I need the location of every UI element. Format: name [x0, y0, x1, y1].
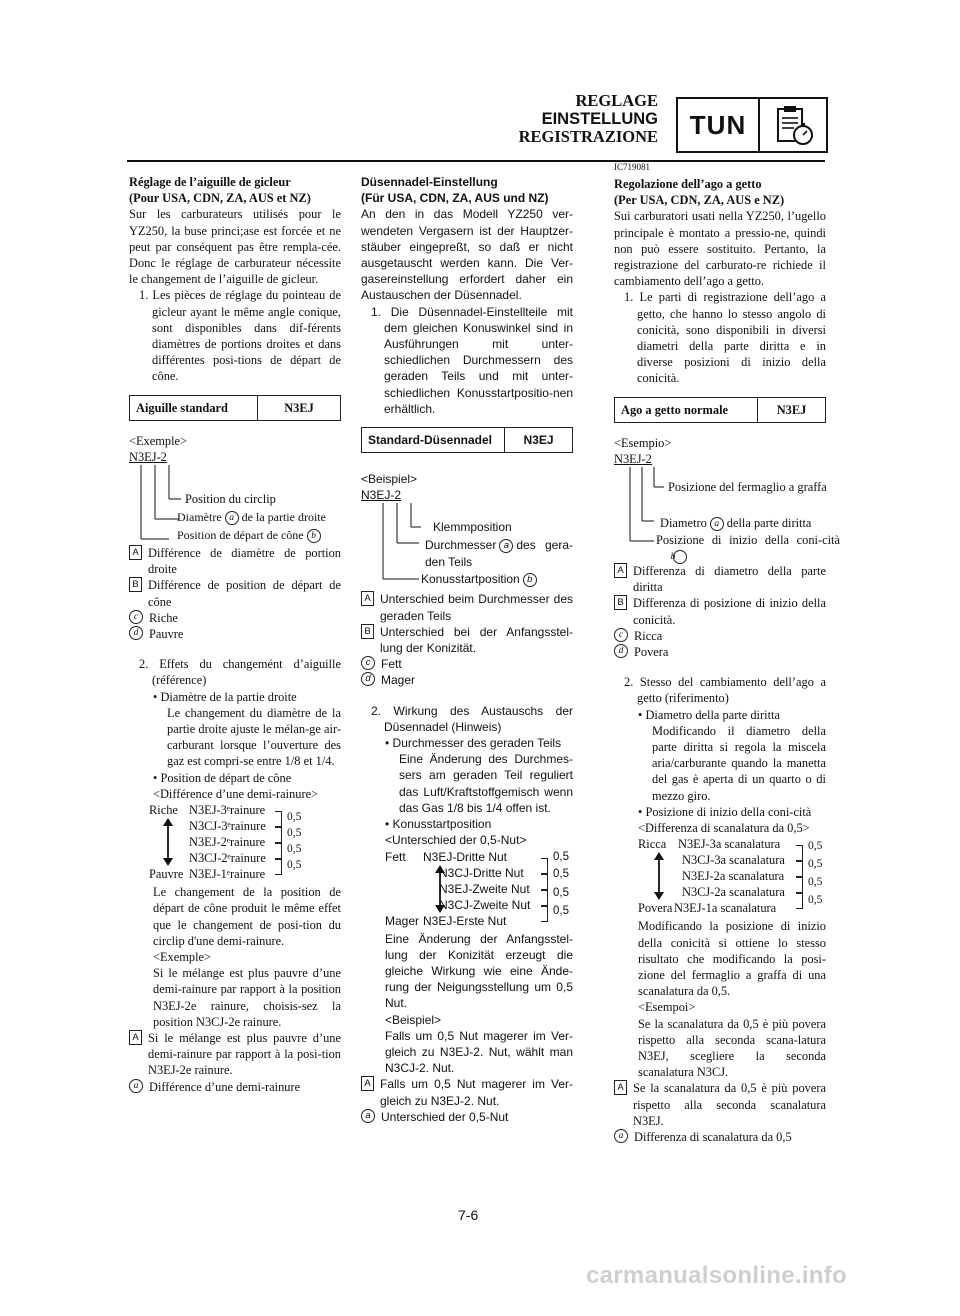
marker-a: a — [225, 511, 239, 525]
de-heading: Düsennadel-Einstellung — [361, 175, 498, 189]
fr-item2: 2. Effets du changemént d’aiguille (référence) — [139, 657, 341, 688]
fr-bullet2-text: Le changement de la position de départ de cône produit le même effet que le changement de posi-tion du circlip d'une demi-rainure. — [153, 885, 341, 948]
it-bullet1: • Diametro della parte diritta — [638, 707, 780, 722]
fr-key-a2: a Différence d’une demi-rainure — [129, 1079, 341, 1095]
marker-a: a — [499, 539, 513, 553]
de-spec-table — [361, 427, 573, 453]
de-step: N3EJ-Zweite Nut — [439, 881, 530, 896]
title-de: EINSTELLUNG — [541, 110, 658, 128]
it-item1: 1. Le parti di registrazione dell’ago a getto, che hanno lo stesso angolo di conicità, sono disponibili in diversi diametri della parte diritta e in diverse posizioni di inizio della conicità. — [624, 290, 826, 386]
fr-step-list — [149, 802, 341, 884]
it-subheading: (Per USA, CDN, ZA, AUS e NZ) — [614, 193, 785, 208]
de-val: 0,5 — [553, 886, 569, 899]
marker-b: b — [673, 550, 687, 564]
it-example-text: Se la scanalatura da 0,5 è più povera rispetto alla seconda scana-latura N3EJ, scegliere la seconda scanalatura N3CJ. — [638, 1016, 826, 1080]
it-heading: Regolazione dell’ago a getto — [614, 177, 762, 191]
fr-step: N3CJ-3ᵉrainure — [189, 819, 266, 834]
fr-arrow — [163, 818, 173, 866]
fr-key-A: A Différence de diamètre de portion droite — [129, 545, 341, 577]
fr-needle-diagram — [129, 449, 341, 545]
de-step: N3CJ-Zweite Nut — [439, 897, 531, 912]
it-key-d: d Povera — [614, 644, 826, 660]
page-number: 7-6 — [458, 1207, 479, 1223]
it-intro: Sui carburatori usati nella YZ250, l’ugello principale è montato a pressio-ne, quindi non può essere sostituito. Pertanto, la registrazione del carburato-re richiede il cambiamento dell’ago a getto. — [614, 209, 826, 289]
de-needle-diagram — [361, 487, 573, 587]
fr-bracket — [275, 859, 282, 875]
fr-step: N3CJ-2ᵉrainure — [189, 851, 266, 866]
tun-label: TUN — [689, 110, 747, 140]
fr-val: 0,5 — [287, 859, 302, 872]
section-badge — [676, 97, 828, 153]
de-rich: Fett — [385, 849, 406, 864]
column-italian — [614, 176, 840, 1145]
fr-step: N3EJ-2ᵉrainure — [189, 835, 266, 850]
it-reference-code: IC719081 — [614, 162, 650, 172]
it-key-a2: a Differenza di scanalatura da 0,5 — [614, 1129, 826, 1145]
fr-subheading: (Pour USA, CDN, ZA, AUS et NZ) — [129, 191, 311, 206]
it-arrow — [654, 852, 664, 900]
column-french — [129, 174, 341, 1095]
de-bracket — [541, 874, 548, 890]
fr-spec-label: Aiguille standard — [130, 395, 258, 420]
it-key-A2: A Se la scanalatura da 0,5 è più povera rispetto alla seconda scanalatura N3EJ. — [614, 1080, 826, 1129]
de-clamp-label: Klemmposition — [433, 520, 512, 535]
de-spec-value: N3EJ — [505, 428, 573, 453]
de-key-A: A Unterschied beim Durchmesser des geraden Teils — [361, 591, 573, 623]
fr-heading: Réglage de l’aiguille de gicleur — [129, 175, 291, 189]
fr-step: N3EJ-3ᵉrainure — [189, 803, 266, 818]
it-step: N3EJ-2a scanalatura — [682, 869, 785, 884]
de-bracket — [541, 858, 548, 874]
fr-spec-value: N3EJ — [258, 395, 341, 420]
column-german — [361, 174, 573, 1125]
it-spec-label: Ago a getto normale — [615, 397, 758, 422]
de-bullet1-text: Eine Änderung des Durchmes-sers am geraden Teil reguliert das Luft/Kraftstoffgemisch wenn das Gas 1/8 bis 1/4 offen ist. — [399, 752, 573, 815]
it-bullet1-text: Modificando il diametro della parte diritta si regola la miscela aria/carburante quando la manetta del gas è aperta di un quarto o di mezzo giro. — [652, 723, 826, 803]
it-key-c: c Ricca — [614, 628, 826, 644]
fr-key-A2: A Si le mélange est plus pauvre d’une demi-rainure par rapport à la posi-tion N3EJ-2e rainure. — [129, 1030, 341, 1079]
it-spec-table — [614, 397, 826, 423]
de-example-text: Falls um 0,5 Nut magerer im Ver-gleich zu N3EJ-2. Nut, wählt man N3CJ-2. Nut. — [385, 1028, 573, 1076]
fr-val: 0,5 — [287, 811, 302, 824]
fr-circlip-label: Position du circlip — [185, 492, 276, 507]
marker-b: b — [523, 573, 537, 587]
header-rule — [127, 160, 825, 162]
de-bullet1: • Durchmesser des geraden Teils — [385, 736, 562, 751]
it-item2: 2. Stesso del cambiamento dell’ago a getto (riferimento) — [624, 675, 826, 706]
marker-b: b — [307, 529, 321, 543]
de-diameter-label: Durchmesser a des gera-den Teils — [425, 538, 573, 569]
fr-key-d: d Pauvre — [129, 626, 341, 642]
it-bracket — [796, 845, 803, 861]
fr-bracket — [275, 843, 282, 859]
it-step-list — [638, 836, 826, 918]
it-lean: Povera — [638, 901, 673, 916]
it-spec-value: N3EJ — [758, 397, 826, 422]
de-val: 0,5 — [553, 904, 569, 917]
fr-rich: Riche — [149, 803, 178, 818]
de-bullet2-text: Eine Änderung der Anfangsstel-lung der Konizität erzeugt die gleiche Wirkung wie eine Ände-rung der Neigungsstellung um 0,5 Nut. — [385, 931, 573, 1011]
fr-item1: 1. Les pièces de réglage du pointeau de gicleur ayant le même angle conique, sont disponibles dans dif-férents diamètres de portions droites et dans différentes posi-tions de départ de cône. — [139, 288, 341, 384]
it-bracket — [796, 877, 803, 893]
de-lean: Mager — [385, 913, 420, 928]
it-key-A: A Differenza di diametro della parte diritta — [614, 563, 826, 595]
fr-cone-label: Position de départ de cône b — [177, 527, 324, 543]
fr-bullet2: • Position de départ de cône — [153, 770, 292, 785]
it-step: N3CJ-3a scanalatura — [682, 853, 785, 868]
it-example: <Esempio> — [614, 435, 672, 450]
title-it: REGISTRAZIONE — [518, 127, 658, 146]
fr-bracket — [275, 827, 282, 843]
de-item2: 2. Wirkung des Austauschs der Düsennadel (Hinweis) — [371, 703, 573, 734]
it-needle-diagram — [614, 451, 840, 563]
de-step: N3EJ-Erste Nut — [423, 913, 507, 928]
fr-diff: <Différence d’une demi-rainure> — [153, 786, 319, 801]
de-intro: An den in das Modell YZ250 ver-wendeten Vergasern ist der Hauptzer-stäuber eingepreßt, so daß er nicht ausgetauscht werden kann. Die Ver-gasereinstellung erfordert daher ein Austauschen der Düsennadel. — [361, 207, 573, 303]
fr-key-B: B Différence de position de départ de cône — [129, 577, 341, 609]
it-diameter-label: Diametro a della parte diritta — [660, 516, 812, 531]
it-key-B: B Differenza di posizione di inizio della conicità. — [614, 595, 826, 627]
fr-intro: Sur les carburateurs utilisés pour le YZ250, la buse princi;ase est forcée et ne peut par conséquent pas être rempla-cée. Donc le réglage de carburateur nécessite le changement de l’aiguille de gicleur. — [129, 207, 341, 287]
it-step: N3EJ-1a scanalatura — [674, 901, 777, 916]
fr-bullet1-text: Le changement du diamètre de la partie droite ajuste le mélan-ge air-carburant lorsque l’ouverture des gaz est compri-se entre 1/8 et 1/4. — [167, 705, 341, 769]
it-clip-label: Posizione del fermaglio a graffa — [668, 480, 827, 495]
watermark: carmanualsonline.info — [586, 1262, 848, 1289]
fr-needle-code: N3EJ-2 — [129, 450, 167, 465]
de-bullet2: • Konusstartposition — [385, 817, 492, 832]
it-step: N3EJ-3a scanalatura — [678, 837, 781, 852]
fr-val: 0,5 — [287, 843, 302, 856]
it-val: 0,5 — [808, 894, 823, 907]
de-item1: 1. Die Düsennadel-Einstellteile mit dem gleichen Konuswinkel sind in Ausführungen mit unter-schiedlichen Durchmessern des geraden Teils und mit unter-schiedlichen Konusstartpositio-nen erhältlich. — [371, 304, 573, 416]
it-val: 0,5 — [808, 858, 823, 871]
de-key-a2: a Unterschied der 0,5-Nut — [361, 1109, 573, 1125]
de-step: N3CJ-Dritte Nut — [439, 865, 524, 880]
de-key-d: d Mager — [361, 672, 573, 688]
de-example2: <Beispiel> — [385, 1012, 442, 1027]
de-diagram-lines — [361, 503, 421, 583]
fr-key-c: c Riche — [129, 610, 341, 626]
fr-spec-table — [129, 395, 341, 421]
it-needle-code: N3EJ-2 — [614, 452, 652, 467]
title-fr: REGLAGE — [575, 91, 658, 110]
fr-example2: <Exemple> — [153, 949, 212, 964]
it-bracket — [796, 861, 803, 877]
de-step: N3EJ-Dritte Nut — [423, 849, 508, 864]
de-val: 0,5 — [553, 867, 569, 880]
clipboard-stopwatch-icon — [772, 105, 816, 147]
de-example: <Beispiel> — [361, 472, 418, 487]
de-key-B: B Unterschied bei der Anfangsstel-lung der Konizität. — [361, 624, 573, 656]
de-cone-label: Konusstartposition b — [421, 571, 540, 587]
it-cone-label: Posizione di inizio della coni-citàb — [656, 533, 840, 563]
fr-lean: Pauvre — [149, 867, 184, 882]
it-diff: <Differenza di scanalatura da 0,5> — [638, 821, 810, 836]
fr-bullet1: • Diamètre de la partie droite — [153, 689, 297, 704]
de-key-c: c Fett — [361, 656, 573, 672]
de-bracket — [541, 906, 548, 922]
it-rich: Ricca — [638, 837, 667, 852]
fr-example: <Exemple> — [129, 433, 188, 448]
de-subheading: (Für USA, CDN, ZA, AUS und NZ) — [361, 191, 549, 206]
it-bullet2: • Posizione di inizio della coni-cità — [638, 804, 812, 819]
de-step-list — [385, 849, 573, 931]
de-spec-label: Standard-Düsennadel — [362, 428, 505, 453]
de-needle-code: N3EJ-2 — [361, 488, 402, 503]
it-val: 0,5 — [808, 876, 823, 889]
fr-diameter-label: Diamètre a de la partie droite — [177, 510, 326, 525]
it-bracket — [796, 893, 803, 909]
de-bracket — [541, 890, 548, 906]
fr-example-text: Si le mélange est plus pauvre d’une demi-rainure par rapport à la position N3EJ-2e rainure, choisis-sez la position N3CJ-2e rainure. — [153, 966, 341, 1029]
it-example2: <Esempoi> — [638, 1000, 696, 1015]
fr-val: 0,5 — [287, 827, 302, 840]
it-step: N3CJ-2a scanalatura — [682, 885, 785, 900]
de-diff: <Unterschied der 0,5-Nut> — [385, 833, 527, 848]
fr-bracket — [275, 811, 282, 827]
de-key-A2: A Falls um 0,5 Nut magerer im Ver-gleich zu N3EJ-2. Nut. — [361, 1076, 573, 1108]
badge-divider — [758, 99, 760, 151]
de-val: 0,5 — [553, 850, 569, 863]
marker-a: a — [710, 517, 724, 531]
fr-step: N3EJ-1ᵉrainure — [189, 867, 266, 882]
it-bullet2-text: Modificando la posizione di inizio della conicità si ottiene lo stesso risultato che modificando la posi-zione del fermaglio a graffa di una scanalatura da 0,5. — [638, 919, 826, 999]
it-val: 0,5 — [808, 840, 823, 853]
